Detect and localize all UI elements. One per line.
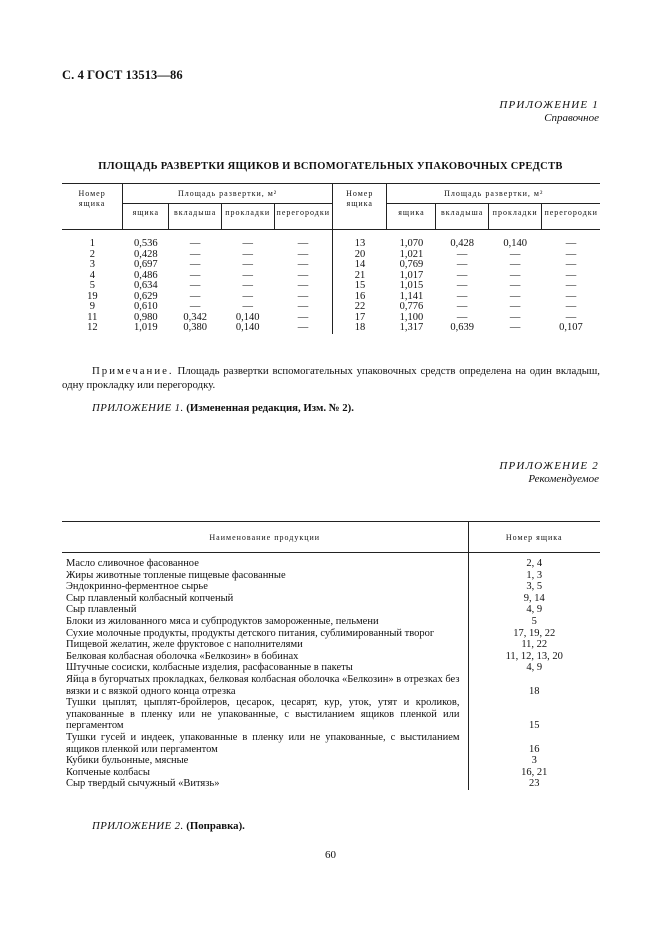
product-name: Белковая колбасная оболочка «Белкозин» в бобинах	[66, 650, 299, 662]
box-numbers: 11, 12, 13, 20	[468, 651, 600, 663]
page-number: 60	[325, 849, 336, 861]
appendix1-label: ПРИЛОЖЕНИЕ 1	[499, 99, 599, 111]
table-cell: —	[297, 259, 309, 270]
box-numbers: 23	[468, 778, 600, 790]
table-cell: —	[509, 259, 521, 270]
appendix2-label: ПРИЛОЖЕНИЕ 2	[499, 460, 599, 472]
box-numbers: 3	[468, 755, 600, 767]
table-cell: 9	[89, 301, 95, 312]
table-cell: 0,980	[134, 311, 158, 323]
box-numbers: 5	[468, 616, 600, 628]
table-cell: —	[242, 269, 253, 281]
box-numbers: 17, 19, 22	[468, 628, 600, 640]
table-cell: 0,769	[399, 259, 424, 270]
table-cell: 11	[87, 311, 98, 323]
table-row	[62, 604, 600, 616]
table-cell: 1,317	[399, 322, 424, 333]
table-cell: 0,342	[183, 311, 207, 323]
product-name: Сухие молочные продукты, продукты детского питания, сублимированный творог	[66, 627, 435, 639]
table-cell: —	[189, 280, 201, 291]
box-numbers: 16	[468, 732, 600, 755]
table-cell: —	[297, 322, 309, 333]
table-row	[62, 767, 600, 779]
table-cell: 15	[333, 281, 387, 292]
box-numbers: 1, 3	[468, 570, 600, 582]
box-numbers: 18	[468, 674, 600, 697]
table-cell: —	[509, 248, 521, 260]
table-cell: 18	[333, 323, 387, 334]
table-cell: —	[456, 280, 468, 291]
table-row	[62, 570, 600, 582]
table-cell: 0,697	[134, 259, 158, 270]
product-name: Пищевой желатин, желе фруктовое с наполнителями	[66, 639, 303, 651]
table-cell: —	[297, 301, 309, 312]
table-cell: —	[189, 301, 201, 312]
table-cell: 20	[333, 250, 387, 261]
table-cell: 4	[89, 269, 95, 281]
area-table	[62, 183, 600, 334]
table-cell: —	[456, 248, 468, 260]
table-cell: 1,141	[399, 290, 424, 302]
table-cell: —	[297, 280, 309, 291]
table-row	[62, 260, 600, 271]
product-name: Сыр плавленый	[66, 604, 137, 616]
product-name: Кубики бульонные, мясные	[66, 755, 189, 767]
table-cell: —	[509, 301, 521, 312]
table-cell: 5	[89, 280, 95, 291]
table-cell: 0,107	[559, 322, 583, 333]
table-cell: 14	[333, 260, 387, 271]
table-cell: 0,776	[399, 301, 424, 312]
table-row	[62, 651, 600, 663]
table-cell: —	[509, 311, 521, 323]
table-cell: 3	[89, 259, 95, 270]
table-cell: —	[509, 280, 521, 291]
product-name: Сыр плавленый колбасный копченый	[66, 592, 234, 604]
note-label: Примечание.	[92, 365, 174, 377]
box-numbers: 3, 5	[468, 581, 600, 593]
col-area-right: Площадь развертки, м²	[387, 184, 600, 204]
note-text: Площадь развертки вспомогательных упаковочных средств определена на один вкладыш, одну прокладку или перегородку.	[62, 365, 601, 391]
table-cell: —	[456, 311, 468, 323]
table-cell: —	[297, 290, 309, 302]
box-numbers: 4, 9	[468, 662, 600, 674]
subcol-liner: вкладыша	[436, 204, 488, 230]
box-numbers: 11, 22	[468, 639, 600, 651]
table-cell: 0,140	[503, 238, 527, 249]
table-cell: —	[565, 269, 577, 281]
table-cell: 0,428	[450, 238, 474, 249]
appendix2-reference: ПРИЛОЖЕНИЕ 2. (Поправка).	[92, 820, 245, 832]
table-row	[62, 628, 600, 640]
table-cell: —	[189, 248, 201, 260]
table-cell: 1,019	[134, 322, 158, 333]
table-cell: —	[456, 301, 468, 312]
table-cell: 0,639	[450, 322, 474, 333]
table-cell: —	[509, 322, 521, 333]
table-row	[62, 593, 600, 605]
product-name: Жиры животные топленые пищевые фасованные	[66, 569, 286, 581]
col-area-left: Площадь развертки, м²	[123, 184, 333, 204]
subcol-pad: прокладки	[488, 204, 542, 230]
table-cell: —	[189, 259, 201, 270]
subcol-pad: прокладки	[221, 204, 274, 230]
table-cell: —	[456, 290, 468, 302]
table-row	[62, 581, 600, 593]
box-numbers: 9, 14	[468, 593, 600, 605]
table-cell: 0,629	[134, 290, 158, 302]
table-row	[62, 230, 600, 250]
table-cell: 0,634	[134, 280, 158, 291]
table-row	[62, 778, 600, 790]
box-numbers: 2, 4	[468, 553, 600, 570]
page-header: С. 4 ГОСТ 13513—86	[62, 68, 183, 82]
table-row	[62, 616, 600, 628]
table-cell: 0,140	[235, 322, 260, 333]
table-cell: 17	[333, 313, 387, 324]
appendix1-sublabel: Справочное	[544, 112, 599, 124]
product-name: Эндокринно-ферментное сырье	[66, 581, 208, 593]
product-name: Яйца в бугорчатых прокладках, белковая колбасная оболочка «Белкозин» в отрезках без вязки и с вязкой одного конца отрезка	[66, 673, 460, 697]
col-product-name: Наименование продукции	[62, 522, 468, 553]
table-cell: 1,100	[399, 311, 424, 323]
table-cell: —	[189, 290, 201, 302]
subcol-partition: перегородки	[542, 204, 600, 230]
table-cell: 1,017	[399, 269, 424, 281]
col-box-number-left: Номер ящика	[62, 184, 123, 230]
appendix1-heading	[499, 99, 599, 125]
table-row	[62, 662, 600, 674]
table-cell: 0,610	[134, 301, 158, 312]
col-box-number-right: Номер ящика	[333, 184, 387, 230]
table-cell: —	[242, 301, 253, 312]
table-cell: 0,428	[134, 248, 158, 260]
table-cell: —	[242, 248, 253, 260]
table-cell: —	[242, 259, 253, 270]
table-row	[62, 323, 600, 334]
table-cell: —	[509, 269, 521, 281]
appendix1-title: ПЛОЩАДЬ РАЗВЕРТКИ ЯЩИКОВ И ВСПОМОГАТЕЛЬНЫХ УПАКОВОЧНЫХ СРЕДСТВ	[98, 161, 563, 172]
table-cell: —	[565, 290, 577, 302]
subcol-liner: вкладыша	[169, 204, 221, 230]
table-cell: 1,021	[399, 248, 424, 260]
table-cell: 0,140	[235, 311, 260, 323]
table-cell: —	[565, 259, 577, 270]
table-row	[62, 674, 600, 697]
product-name: Масло сливочное фасованное	[66, 558, 199, 569]
table-row	[62, 302, 600, 313]
box-numbers: 15	[468, 697, 600, 732]
table-cell: —	[456, 259, 468, 270]
table-note	[62, 364, 600, 392]
subcol-box: ящика	[387, 204, 436, 230]
table-cell: —	[297, 248, 309, 260]
table-cell: —	[242, 238, 253, 249]
table-cell: —	[565, 280, 577, 291]
table-cell: —	[297, 311, 309, 323]
table-cell: 22	[333, 302, 387, 313]
table-cell: 16	[333, 292, 387, 303]
table-cell: —	[565, 238, 577, 249]
table-row	[62, 732, 600, 755]
table-cell: 12	[87, 322, 98, 333]
table-row	[62, 697, 600, 732]
table-cell: 0,380	[183, 322, 207, 333]
table-cell: 1,015	[399, 280, 424, 291]
table-cell: —	[189, 238, 201, 249]
table-cell: 13	[333, 230, 387, 250]
table-cell: —	[242, 290, 253, 302]
table-cell: 0,486	[134, 269, 158, 281]
table-cell: —	[297, 269, 309, 281]
box-numbers: 4, 9	[468, 604, 600, 616]
table-cell: —	[456, 269, 468, 281]
table-cell: 19	[87, 290, 98, 302]
table-cell: —	[189, 269, 201, 281]
table-cell: 2	[89, 248, 95, 260]
product-name: Копченые колбасы	[66, 766, 150, 778]
table-cell: 0,536	[134, 238, 158, 249]
table-cell: —	[565, 248, 577, 260]
table-cell: —	[242, 280, 253, 291]
appendix1-reference: ПРИЛОЖЕНИЕ 1. (Измененная редакция, Изм. № 2).	[92, 402, 354, 414]
product-name: Штучные сосиски, колбасные изделия, расфасованные в пакеты	[66, 662, 353, 674]
table-cell: —	[565, 311, 577, 323]
product-table	[62, 521, 600, 790]
product-name: Блоки из жилованного мяса и субпродуктов замороженные, пельмени	[66, 615, 379, 627]
table-cell: —	[297, 238, 309, 249]
table-cell: 21	[333, 271, 387, 282]
col-box-number: Номер ящика	[468, 522, 600, 553]
appendix2-heading	[499, 460, 599, 486]
table-cell: 1	[89, 238, 95, 249]
table-cell: —	[509, 290, 521, 302]
table-cell: —	[565, 301, 577, 312]
product-name: Тушки гусей и индеек, упакованные в пленку или не упакованные, с выстиланием ящиков пленкой или пергаментом	[66, 731, 460, 755]
product-name: Сыр твердый сычужный «Витязь»	[66, 778, 220, 790]
product-name: Тушки цыплят, цыплят-бройлеров, цесарок, цесарят, кур, уток, утят и кроликов, упакованные в пленку или не упакованные, с выстиланием ящиков пленкой или пергаментом	[66, 697, 460, 732]
subcol-box: ящика	[123, 204, 169, 230]
table-row	[62, 281, 600, 292]
table-cell: 1,070	[399, 238, 424, 249]
appendix2-sublabel: Рекомендуемое	[528, 473, 599, 485]
table-row	[62, 553, 600, 570]
table-row	[62, 755, 600, 767]
box-numbers: 16, 21	[468, 767, 600, 779]
subcol-partition: перегородки	[274, 204, 332, 230]
table-row	[62, 639, 600, 651]
